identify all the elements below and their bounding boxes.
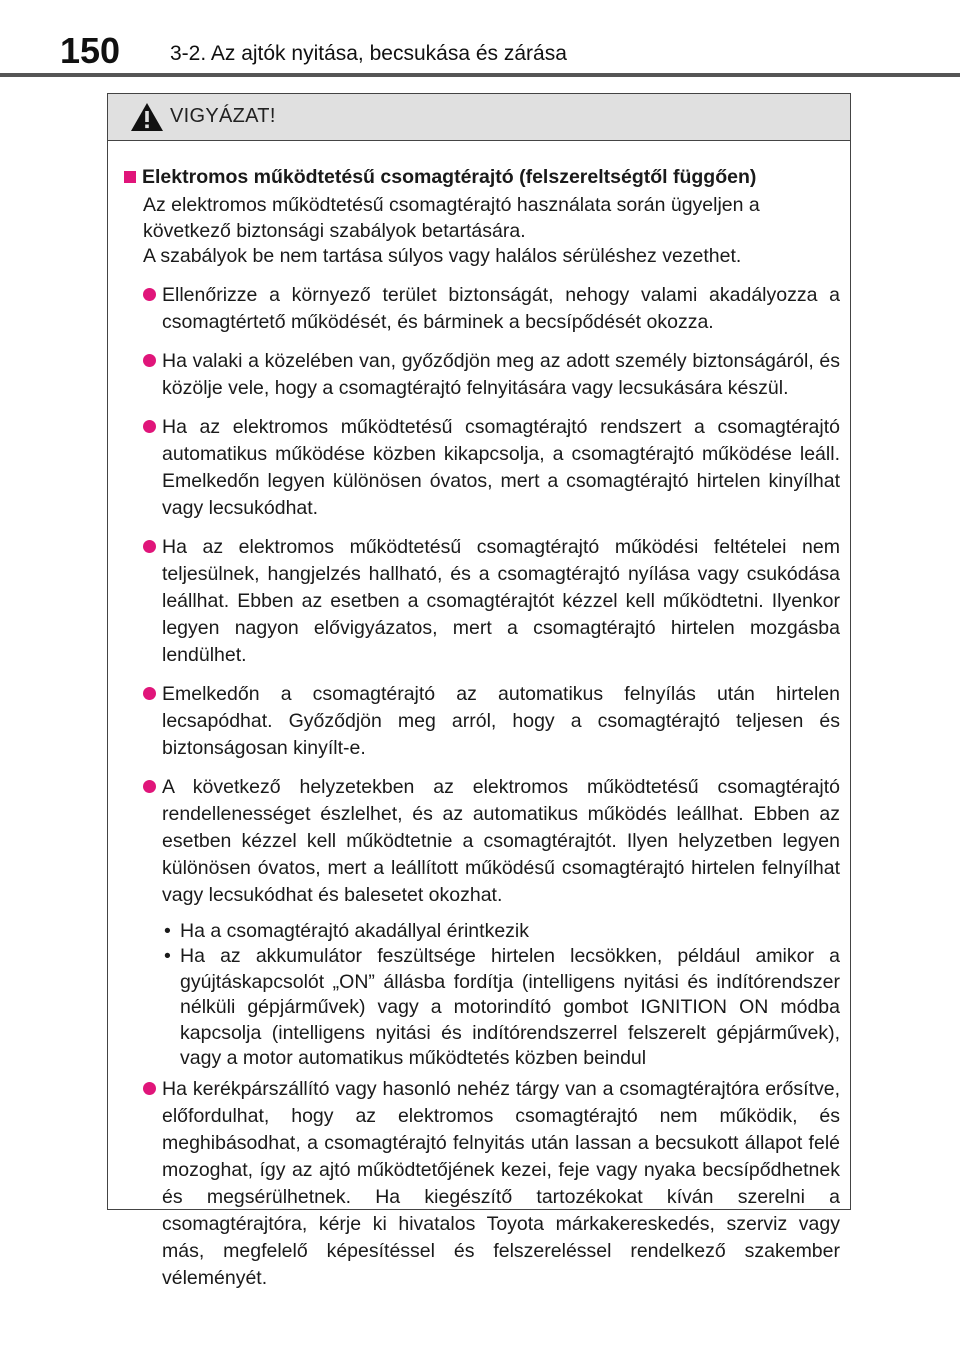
- sub-item-text: Ha a csomagtérajtó akadállyal érintkezik: [180, 919, 530, 942]
- sub-item-text: Ha az akkumulátor feszültsége hirtelen lecsökken, például amikor a gyújtáskapcsolót „ON” állásba fordítja (intelligens nyitási és indítórendszer nélküli gépjárművek) vagy a motorindító gombot IGNITION ON módba kapcsolja (intelligens nyitási és indítórendszerrel felszerelt gépjárművek), vagy a motor automatikus működtetés közben beindul: [180, 945, 840, 1069]
- list-item: [143, 282, 840, 336]
- bullet-dot-icon: [143, 1082, 156, 1095]
- caution-heading-row: [118, 165, 840, 190]
- sub-bullet-mark: •: [164, 945, 171, 967]
- intro-line: Az elektromos működtetésű csomagtérajtó használata során ügyeljen a következő biztonsági szabályok betartására.: [143, 194, 760, 242]
- list-item: [143, 1076, 840, 1292]
- bullet-text: A következő helyzetekben az elektromos működtetésű csomagtérajtó rendellenességet észlelhet, és az automatikus működés leállhat. Ebben az esetben kézzel kell működtetnie a csomagtérajtót. Ilyen helyzetben legyen különösen óvatos, mert a leállított működésű csomagtérajtó hirtelen felnyílhat vagy lecsukódhat és balesetet okozhat.: [162, 775, 840, 906]
- heading-square-icon: [124, 171, 136, 183]
- sub-bullet-mark: •: [164, 919, 171, 942]
- list-item: [143, 681, 840, 762]
- list-item: [143, 534, 840, 669]
- list-item: [143, 774, 840, 909]
- header-rule: [0, 73, 960, 77]
- sub-list-item: [162, 919, 840, 945]
- section-title: 3-2. Az ajtók nyitása, becsukása és zárása: [170, 42, 567, 65]
- bullet-dot-icon: [143, 780, 156, 793]
- list-item: [143, 414, 840, 522]
- bullet-dot-icon: [143, 687, 156, 700]
- bullet-dot-icon: [143, 288, 156, 301]
- bullet-text: Ha valaki a közelében van, győződjön meg az adott személy biztonságáról, és közölje vele, hogy a csomagtérajtó felnyitására vagy lecsukására készül.: [162, 349, 840, 399]
- page-header: [0, 0, 960, 80]
- intro-paragraph: [143, 193, 840, 270]
- bullet-text: Ellenőrizze a környező terület biztonságát, nehogy valami akadályozza a csomagtértető működését, és bárminek a becsípődését okozza.: [162, 283, 840, 333]
- sub-list: [162, 919, 840, 1072]
- bullet-dot-icon: [143, 354, 156, 367]
- sub-list-item: [162, 944, 840, 1072]
- bullet-text: Emelkedőn a csomagtérajtó az automatikus felnyílás után hirtelen lecsapódhat. Győződjön meg arról, hogy a csomagtérajtó teljesen és biztonságosan kinyílt-e.: [162, 682, 840, 759]
- warning-triangle-icon: [130, 102, 164, 132]
- bullet-dot-icon: [143, 540, 156, 553]
- caution-label: VIGYÁZAT!: [170, 105, 276, 127]
- page-number: 150: [60, 30, 121, 71]
- bullet-text: Ha az elektromos működtetésű csomagtérajtó működési feltételei nem teljesülnek, hangjelzés hallható, és a csomagtérajtó nyílása vagy csukódása leállhat. Ebben az esetben a csomagtérajtót kézzel kell működtetni. Ilyenkor legyen nagyon elővigyázatos, mert a csomagtérajtó hirtelen mozgásba lendülhet.: [162, 535, 840, 666]
- intro-line: A szabályok be nem tartása súlyos vagy halálos sérüléshez vezethet.: [143, 245, 742, 267]
- caution-heading: Elektromos működtetésű csomagtérajtó (felszereltségtől függően): [142, 166, 757, 188]
- bullet-text: Ha kerékpárszállító vagy hasonló nehéz tárgy van a csomagtérajtóra erősítve, előfordulhat, hogy az elektromos csomagtérajtó nem működik, és meghibásodhat, a csomagtérajtó felnyitás után lassan a becsukott állapot felé mozoghat, így az ajtó működtetőjének kezei, feje vagy nyaka becsípődhetnek és megsérülhetnek. Ha kiegészítő tartozékokat kíván szerelni a csomagtérajtóra, kérje ki hivatalos Toyota márkakereskedés, szerviz vagy más, megfelelő képesítéssel és felszereléssel rendelkező szakember véleményét.: [162, 1077, 840, 1289]
- caution-box: [107, 93, 851, 1289]
- caution-header: [108, 94, 850, 141]
- bullet-text: Ha az elektromos működtetésű csomagtérajtó rendszert a csomagtérajtó automatikus működése közben kikapcsolja, a csomagtérajtó működése leáll. Emelkedőn legyen különösen óvatos, mert a csomagtérajtó hirtelen kinyílhat vagy lecsukódhat.: [162, 415, 840, 519]
- bullet-dot-icon: [143, 420, 156, 433]
- list-item: [143, 348, 840, 402]
- caution-content: [108, 141, 850, 1292]
